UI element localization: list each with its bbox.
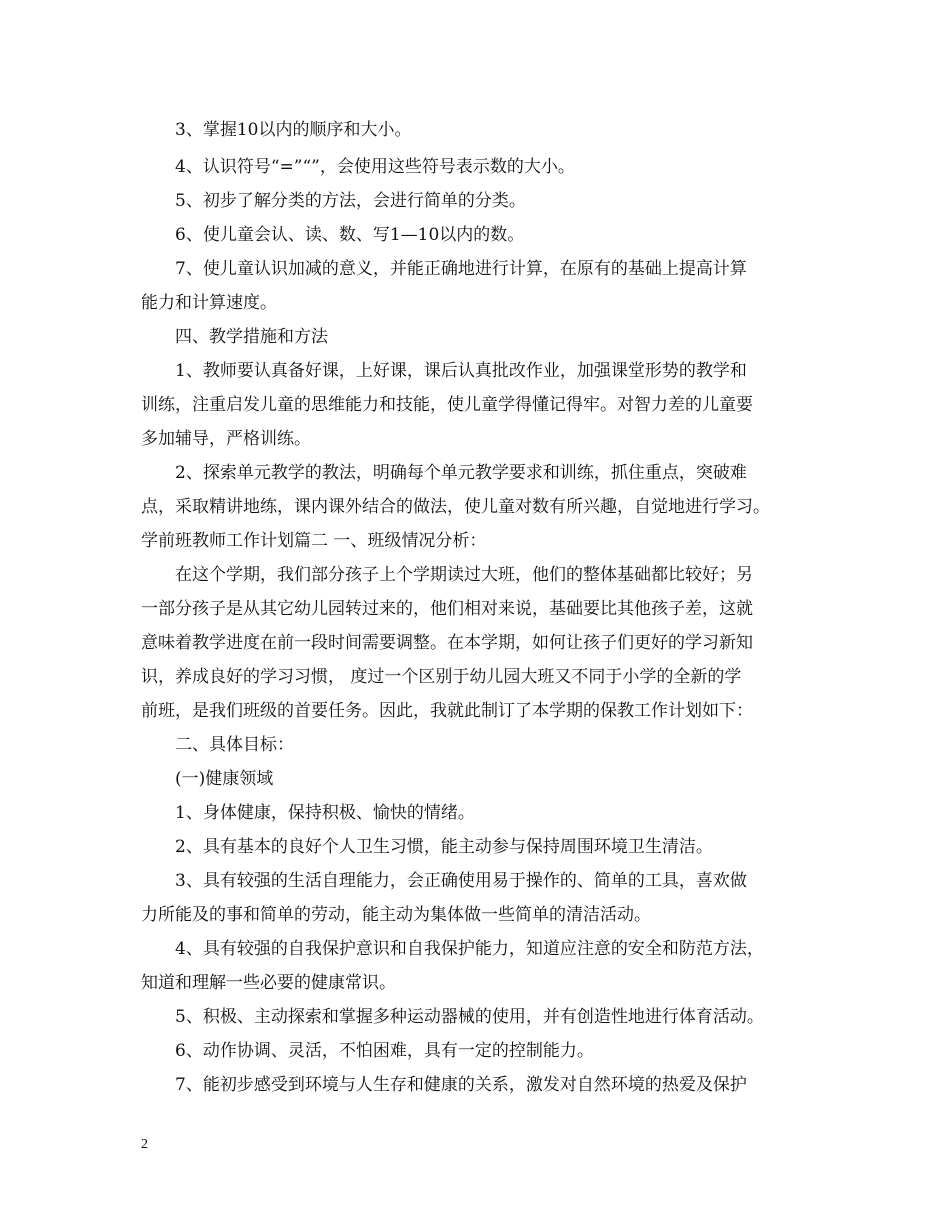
section-heading: 二、具体目标： (175, 735, 294, 755)
text-line: 识，养成良好的学习习惯， 度过一个区别于幼儿园大班又不同于小学的全新的学 (141, 667, 742, 687)
text-line: 力所能及的事和简单的劳动，能主动为集体做一些简单的清洁活动。 (141, 905, 651, 925)
text-line: 1、身体健康，保持积极、愉快的情绪。 (175, 803, 475, 823)
text-line: 点，采取精讲地练，课内课外结合的做法，使儿童对数有所兴趣，自觉地进行学习。 (141, 497, 770, 517)
text-line: 知道和理解一些必要的健康常识。 (141, 973, 396, 993)
text-line: 2、探索单元教学的教法，明确每个单元教学要求和训练，抓住重点，突破难 (175, 463, 747, 483)
text-line: 1、教师要认真备好课，上好课，课后认真批改作业，加强课堂形势的教学和 (175, 361, 747, 381)
section-heading: 四、教学措施和方法 (175, 327, 328, 347)
subsection-heading: (一)健康领域 (175, 769, 274, 789)
text-line: 3、具有较强的生活自理能力，会正确使用易于操作的、简单的工具，喜欢做 (175, 871, 747, 891)
text-line: 3、掌握10以内的顺序和大小。 (175, 120, 412, 140)
text-line: 训练，注重启发儿童的思维能力和技能，使儿童学得懂记得牢。对智力差的儿童要 (141, 395, 753, 415)
text-line: 4、认识符号“=”“”，会使用这些符号表示数的大小。 (175, 157, 575, 177)
text-line: 能力和计算速度。 (141, 293, 277, 313)
text-line: 7、能初步感受到环境与人生存和健康的关系，激发对自然环境的热爱及保护 (175, 1075, 747, 1095)
text-line: 一部分孩子是从其它幼儿园转过来的，他们相对来说，基础要比其他孩子差，这就 (141, 599, 753, 619)
text-line: 6、动作协调、灵活，不怕困难，具有一定的控制能力。 (175, 1041, 594, 1061)
text-line: 5、初步了解分类的方法，会进行简单的分类。 (175, 191, 526, 211)
text-line: 2、具有基本的良好个人卫生习惯，能主动参与保持周围环境卫生清洁。 (175, 837, 713, 857)
text-line: 5、积极、主动探索和掌握多种运动器械的使用，并有创造性地进行体育活动。 (175, 1007, 764, 1027)
text-line: 7、使儿童认识加减的意义，并能正确地进行计算，在原有的基础上提高计算 (175, 259, 747, 279)
text-line: 6、使儿童会认、读、数、写1—10以内的数。 (175, 225, 525, 245)
text-line: 意味着教学进度在前一段时间需要调整。在本学期，如何让孩子们更好的学习新知 (141, 633, 753, 653)
text-line: 多加辅导，严格训练。 (141, 429, 311, 449)
subtitle-line: 学前班教师工作计划篇二 一、班级情况分析： (141, 531, 487, 551)
text-line: 4、具有较强的自我保护意识和自我保护能力，知道应注意的安全和防范方法， (175, 939, 764, 959)
text-line: 在这个学期，我们部分孩子上个学期读过大班，他们的整体基础都比较好；另 (175, 565, 753, 585)
text-line: 前班，是我们班级的首要任务。因此，我就此制订了本学期的保教工作计划如下： (141, 701, 753, 721)
page-number: 2 (141, 1137, 148, 1152)
